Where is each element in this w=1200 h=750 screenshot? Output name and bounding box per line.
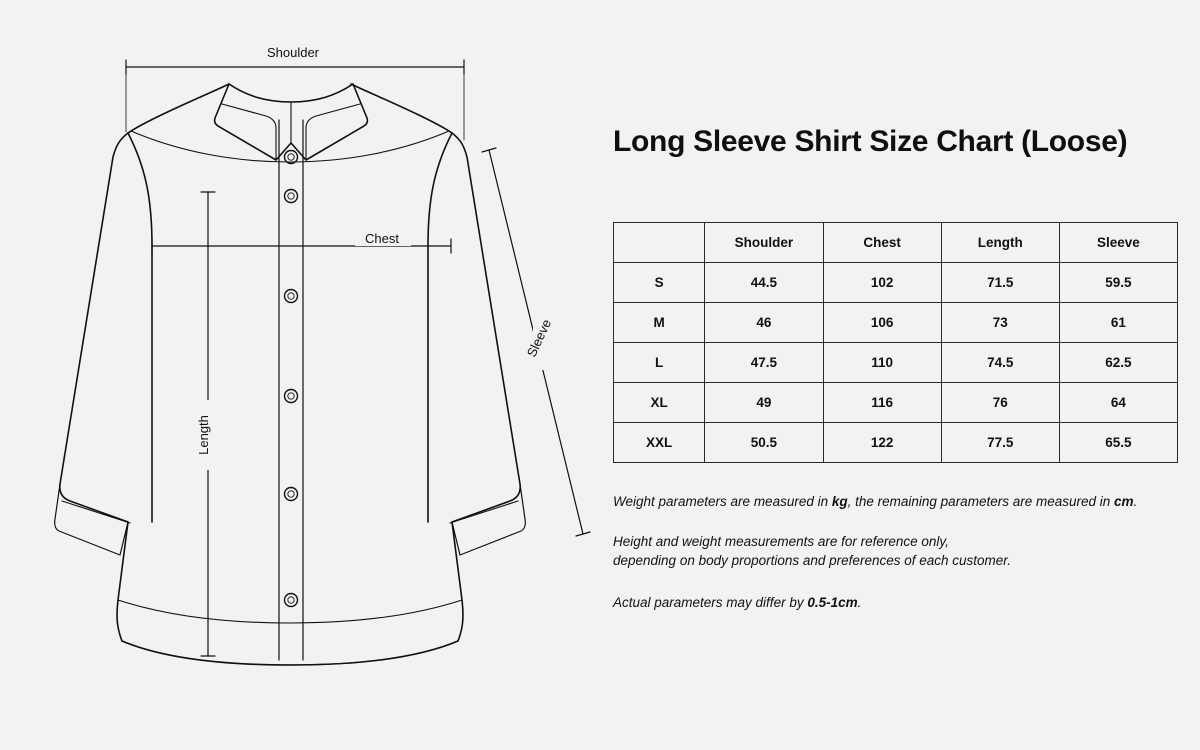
table-row (614, 263, 1178, 303)
button (285, 390, 298, 403)
left-cuff (55, 484, 128, 555)
note-units-unit-cm: cm (1114, 494, 1134, 509)
note-tolerance-text-1: Actual parameters may differ by (613, 594, 808, 610)
column-header-length: Length (941, 223, 1059, 263)
right-armhole-seam (428, 133, 452, 522)
size-info-panel (600, 0, 1200, 750)
note-tolerance (613, 593, 1188, 613)
value-sleeve: 62.5 (1059, 343, 1177, 383)
value-chest: 102 (823, 263, 941, 303)
value-sleeve: 59.5 (1059, 263, 1177, 303)
value-shoulder: 44.5 (705, 263, 823, 303)
table-header-row (614, 223, 1178, 263)
value-length: 74.5 (941, 343, 1059, 383)
table-corner-header (614, 223, 705, 263)
size-table (613, 222, 1178, 463)
note-units-text-1: Weight parameters are measured in (613, 494, 832, 509)
collar-left-stand (222, 104, 276, 160)
value-shoulder: 46 (705, 303, 823, 343)
shirt-body-outline (60, 84, 520, 665)
notes-section (613, 492, 1188, 632)
note-reference-line-2: depending on body proportions and preferences of each customer. (613, 553, 1012, 569)
table-row (614, 423, 1178, 463)
value-length: 73 (941, 303, 1059, 343)
value-length: 71.5 (941, 263, 1059, 303)
note-units-unit-kg: kg (831, 494, 848, 509)
length-label: Length (196, 415, 211, 455)
table-row (614, 343, 1178, 383)
size-label: XXL (614, 423, 705, 463)
page-title: Long Sleeve Shirt Size Chart (Loose) (613, 125, 1128, 158)
value-chest: 116 (823, 383, 941, 423)
value-sleeve: 65.5 (1059, 423, 1177, 463)
left-armhole-seam (128, 133, 152, 522)
column-header-shoulder: Shoulder (705, 223, 823, 263)
value-chest: 106 (823, 303, 941, 343)
note-units-text-2: , the remaining parameters are measured in (847, 494, 1115, 509)
size-label: XL (614, 383, 705, 423)
note-units-text-3: . (1133, 494, 1138, 509)
note-tolerance-text-2: . (857, 594, 862, 610)
chest-label: Chest (365, 231, 399, 246)
value-shoulder: 50.5 (705, 423, 823, 463)
note-units (613, 492, 1188, 512)
value-shoulder: 47.5 (705, 343, 823, 383)
size-label: S (614, 263, 705, 303)
column-header-sleeve: Sleeve (1059, 223, 1177, 263)
button (285, 594, 298, 607)
size-label: L (614, 343, 705, 383)
value-length: 77.5 (941, 423, 1059, 463)
table-row (614, 383, 1178, 423)
size-label: M (614, 303, 705, 343)
collar-right-stand (306, 104, 360, 160)
note-reference (613, 532, 1188, 571)
button (285, 488, 298, 501)
button (285, 290, 298, 303)
note-tolerance-value: 0.5-1cm (807, 594, 858, 610)
value-sleeve: 64 (1059, 383, 1177, 423)
note-reference-line-1: Height and weight measurements are for reference only, (613, 533, 949, 549)
button (285, 190, 298, 203)
value-length: 76 (941, 383, 1059, 423)
right-cuff (452, 484, 525, 555)
sleeve-label: Sleeve (523, 316, 555, 360)
column-header-chest: Chest (823, 223, 941, 263)
yoke-line (131, 131, 449, 162)
button-group (285, 151, 298, 607)
hem-line (122, 641, 458, 665)
value-chest: 122 (823, 423, 941, 463)
value-shoulder: 49 (705, 383, 823, 423)
shoulder-label: Shoulder (266, 45, 320, 60)
value-chest: 110 (823, 343, 941, 383)
value-sleeve: 61 (1059, 303, 1177, 343)
table-row (614, 303, 1178, 343)
